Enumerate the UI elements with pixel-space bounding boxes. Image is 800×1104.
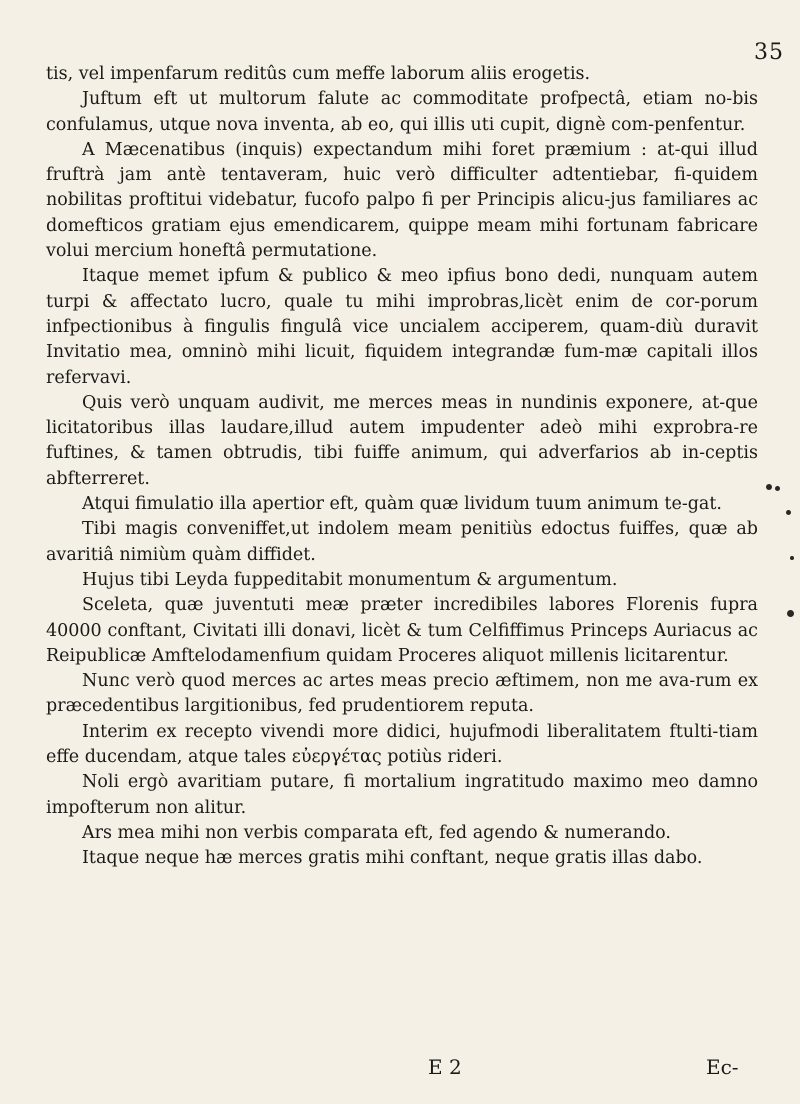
body-text [46, 62, 758, 872]
paragraph: Ars mea mihi non verbis comparata eft, fed agendo & numerando. [82, 822, 671, 843]
paragraph: A Mæcenatibus (inquis) expectandum mihi foret præmium : at-qui illud fruftrà jam antè tentaveram, huic verò difficulter adtentiebar, fi-quidem nobilitas proftitui videbatur, fucofo palpo fi per Principis alicu-jus familiares ac domefticos gratiam ejus emendicarem, quippe meam mihi fortunam fabricare volui mercium honeftâ permutatione. [46, 139, 758, 262]
paragraph: Interim ex recepto vivendi more didici, hujufmodi liberalitatem ftulti-tiam effe ducendam, atque tales εὐεργέτας potiùs rideri. [46, 721, 758, 768]
ink-speck [766, 484, 772, 490]
paragraph: Tibi magis conveniffet,ut indolem meam penitiùs edoctus fuiffes, quæ ab avaritiâ nimiùm quàm diffidet. [46, 519, 758, 565]
paragraph: Noli ergò avaritiam putare, fi mortalium ingratitudo maximo meo damno impofterum non alitur. [46, 772, 758, 818]
paragraph: Quis verò unquam audivit, me merces meas in nundinis exponere, at-que licitatoribus illas laudare,illud autem impudenter adeò mihi exprobra-re fuftines, & tamen obtrudis, tibi fuiffe animum, qui adverfarios ab in-ceptis abfterreret. [46, 392, 758, 489]
paragraph: Hujus tibi Leyda fuppeditabit monumentum & argumentum. [82, 569, 618, 590]
ink-speck [787, 610, 794, 617]
page-footer [0, 1055, 800, 1085]
paragraph: Itaque neque hæ merces gratis mihi conftant, neque gratis illas dabo. [82, 848, 703, 869]
paragraph: Atqui fimulatio illa apertior eft, quàm quæ lividum tuum animum te-gat. [82, 494, 722, 515]
ink-speck [786, 510, 791, 515]
paragraph: Sceleta, quæ juventuti meæ præter incredibiles labores Florenis fupra 40000 conftant, Civitati illi donavi, licèt & tum Celfiffimus Princeps Auriacus ac Reipublicæ Amftelodamenfium quidam Proceres aliquot millenis licitarentur. [46, 595, 758, 666]
paragraph: Nunc verò quod merces ac artes meas precio æftimem, non me ava-rum ex præcedentibus largitionibus, fed prudentiorem reputa. [46, 671, 758, 717]
paragraph: Itaque memet ipfum & publico & meo ipfius bono dedi, nunquam autem turpi & affectato lucro, quale tu mihi improbras,licèt enim de cor-porum infpectionibus à fingulis fingulâ vice uncialem acciperem, quam-diù duravit Invitatio mea, omninò mihi licuit, fiquidem integrandæ fum-mæ capitali illos refervavi. [46, 266, 758, 388]
ink-speck [790, 556, 794, 560]
ink-speck [775, 486, 780, 491]
catchword: Ec- [706, 1055, 739, 1079]
paragraph: tis, vel impenfarum reditûs cum meffe laborum aliis erogetis. [46, 64, 591, 84]
signature-mark: E 2 [428, 1055, 462, 1079]
paragraph: Juftum eft ut multorum falute ac commoditate profpectâ, etiam no-bis confulamus, utque nova inventa, ab eo, qui illis uti cupit, dignè com-penfentur. [46, 89, 758, 135]
page-number: 35 [754, 40, 784, 65]
